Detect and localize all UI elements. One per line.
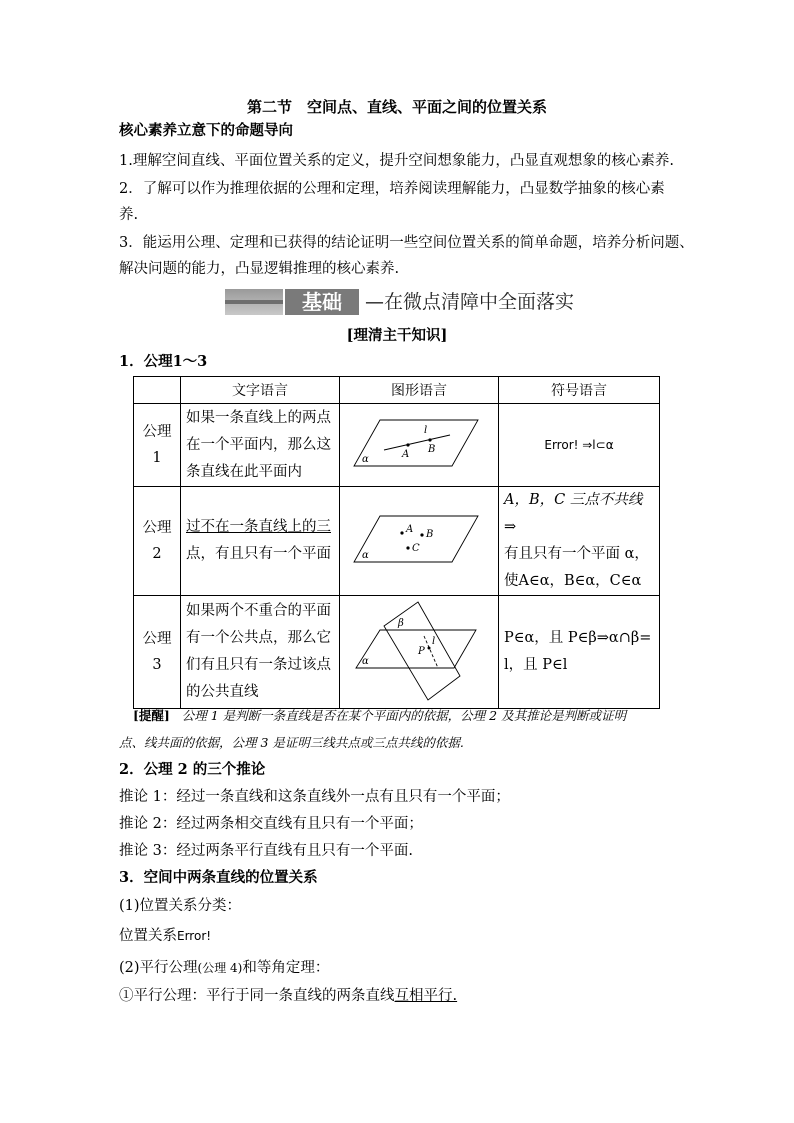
text-line: 如果一条直线上的两点 [186,409,331,426]
symbol-line: 使A∈α，B∈α，C∈α [504,573,642,589]
reminder-line-2: 点、线共面的依据，公理 3 是证明三线共点或三点共线的依据. [119,735,464,750]
row-name-b: 1 [152,450,162,466]
fig-label-a: A [402,449,410,460]
text-line: 的公共直线 [186,684,259,700]
fig-label-alpha: α [362,656,369,667]
underlined-text: 过不在一条直线上的三 [186,519,331,535]
figure-cell [340,487,499,596]
text-line: 们有且只有一条过该点 [186,657,331,673]
text-line: 有一个公共点，那么它 [186,630,331,646]
banner-decoration [225,289,283,315]
fig-label-l: l [424,425,428,436]
sub2-text-b: (公理 4) [197,961,243,975]
axiom1-figure [340,408,498,478]
axiom4-line [119,986,679,1006]
fig-label-c: C [412,543,420,554]
text-line [186,514,334,541]
header-text-language: 文字语言 [181,377,340,404]
fig-label-alpha: α [362,454,369,465]
goal-line-3: 养. [119,207,139,223]
reminder-tag: [提醒] [133,708,170,723]
row-text [181,404,340,487]
row-name-b: 2 [152,546,162,562]
sub1-content [119,926,679,946]
row-name-a: 公理 [142,520,172,536]
item2-heading: 2．公理 2 的三个推论 [119,761,266,778]
fig-label-l: l [432,636,436,647]
row-name [134,404,181,487]
row-name-b: 3 [152,657,162,673]
sub2-heading [119,958,679,978]
row-symbol [499,404,660,487]
symbol-line: P∈α，且 P∈β⇒α∩β= [504,630,652,646]
corollary-1: 推论 1：经过一条直线和这条直线外一点有且只有一个平面； [119,789,510,805]
figure-cell [340,596,499,709]
axiom3-figure [340,596,498,704]
axioms-table [133,376,660,709]
goal-line-5: 解决问题的能力，凸显逻辑推理的核心素养. [119,261,400,277]
text-line: 点，有且只有一个平面 [186,546,331,562]
section-banner [225,289,575,315]
table-row [134,404,660,487]
symbol-line: 有且只有一个平面 α， [504,546,649,562]
axiom4-underlined: 互相平行. [394,988,458,1004]
sub2-text-c: 和等角定理： [242,960,330,976]
text-line: 在一个平面内，那么这 [186,436,331,453]
row-name [134,596,181,709]
fig-label-b: B [426,529,434,540]
guide-heading: 核心素养立意下的命题导向 [119,122,293,139]
reminder-line-1 [133,706,693,726]
item3-heading: 3．空间中两条直线的位置关系 [119,869,318,886]
reminder-text: 公理 1 是判断一条直线是否在某个平面内的依据，公理 2 及其推论是判断或证明 [181,708,627,723]
sub2-text-a: (2)平行公理 [119,960,198,976]
corollary-2: 推论 2：经过两条相交直线有且只有一个平面； [119,816,423,832]
figure-cell [340,404,499,487]
banner-subtitle: —在微点清障中全面落实 [365,291,575,313]
fig-label-a: A [406,524,414,535]
axiom2-figure [340,504,498,574]
table-header-row [134,377,660,404]
fig-label-alpha: α [362,550,369,561]
row-symbol [499,596,660,709]
fig-label-p: P [418,646,425,657]
axiom4-text: ①平行公理：平行于同一条直线的两条直线 [119,988,395,1004]
goal-line-1: 1.理解空间直线、平面位置关系的定义，提升空间想象能力，凸显直观想象的核心素养. [119,153,674,169]
header-symbol-language: 符号语言 [499,377,660,404]
sub1-text: 位置关系 [119,928,177,944]
text-line: 条直线在此平面内 [186,463,302,480]
row-name [134,487,181,596]
row-name-a: 公理 [142,631,172,647]
text-line: 如果两个不重合的平面 [186,603,331,619]
header-empty [134,377,181,404]
goal-line-2: 2．了解可以作为推理依据的公理和定理，培养阅读理解能力，凸显数学抽象的核心素 [119,181,665,197]
page-title: 第二节 空间点、直线、平面之间的位置关系 [246,98,547,116]
header-figure-language: 图形语言 [340,377,499,404]
row-text [181,596,340,709]
symbol-line: l，且 P∈l [504,657,568,673]
table-row [134,596,660,709]
sub1-heading: (1)位置关系分类： [119,898,242,914]
symbol-line: A，B，C 三点不共线⇒ [504,492,643,535]
item1-heading: 1．公理1～3 [119,353,208,370]
section-tag: [理清主干知识] [346,327,448,344]
banner-main-text: 基础 [285,289,359,315]
row-text [181,487,340,596]
row-symbol [499,487,660,596]
fig-label-b: B [428,444,436,455]
fig-label-beta: β [398,618,404,629]
corollary-3: 推论 3：经过两条平行直线有且只有一个平面. [119,843,413,859]
row-name-a: 公理 [142,424,172,440]
goal-line-4: 3．能运用公理、定理和已获得的结论证明一些空间位置关系的简单命题，培养分析问题、 [119,235,694,251]
symbol-line: Error! ⇒l⊂α [544,437,614,452]
sub1-error: Error! [177,929,212,943]
table-row [134,487,660,596]
